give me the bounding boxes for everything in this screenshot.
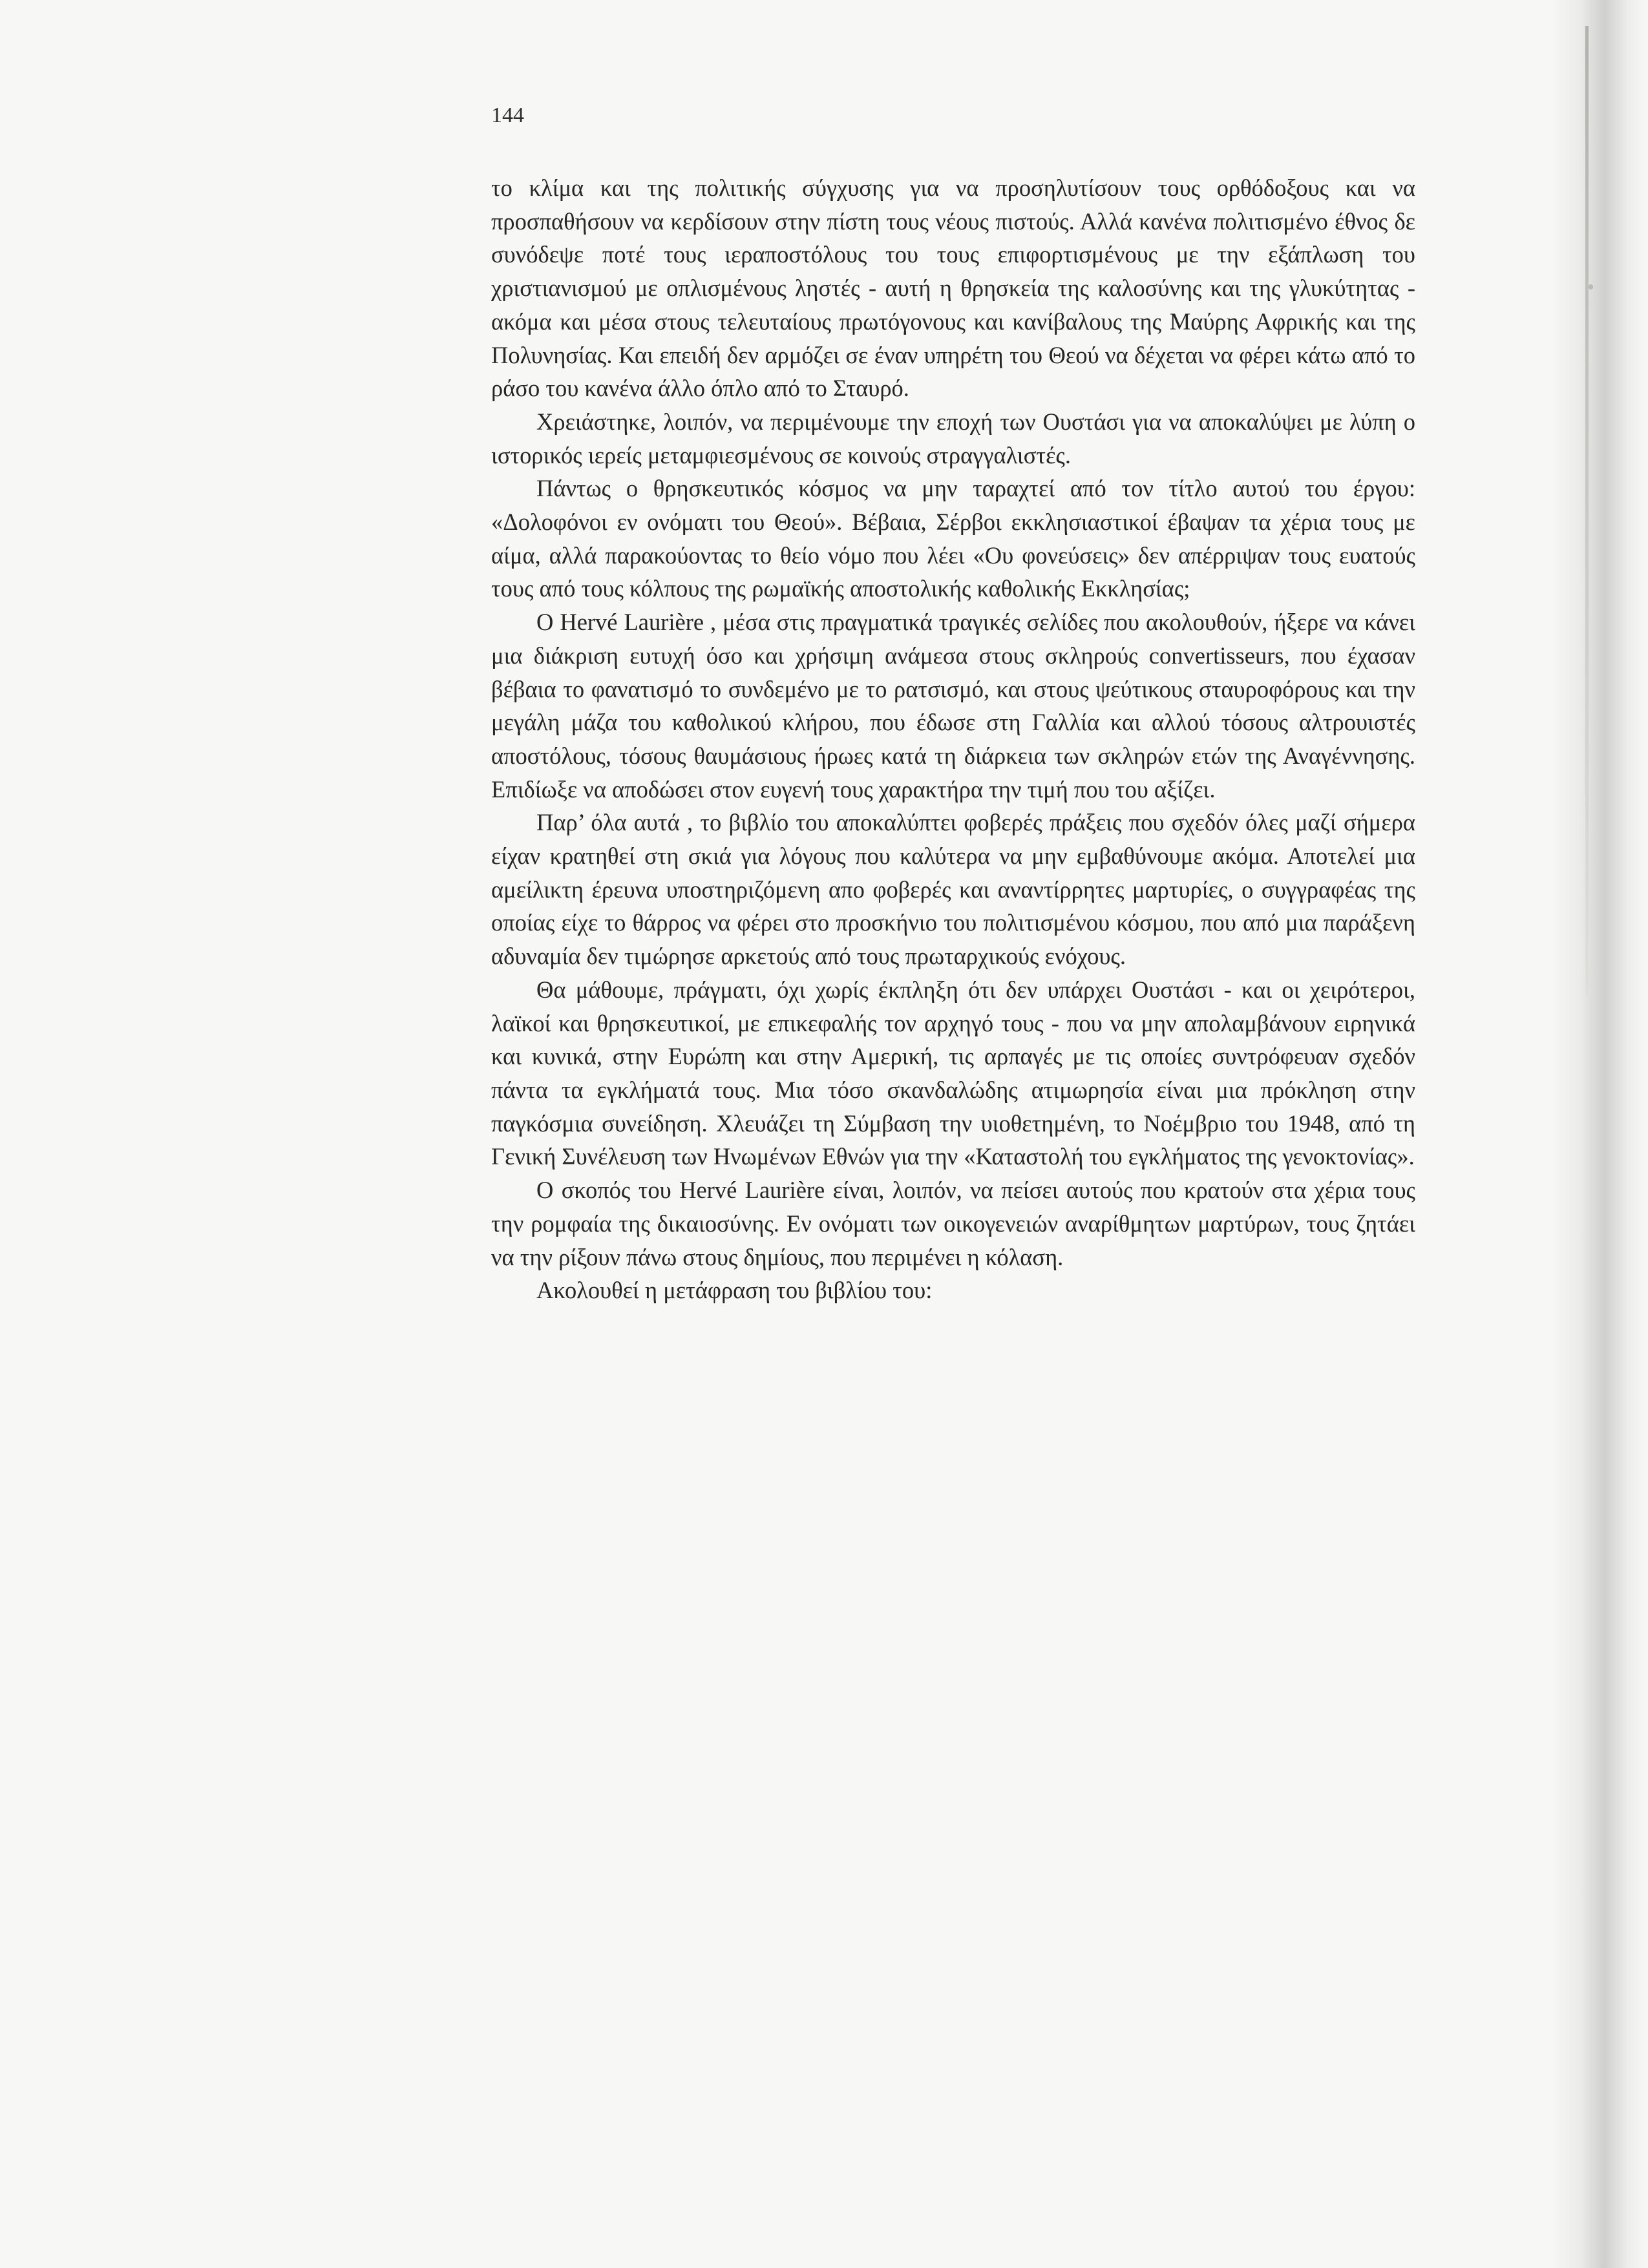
- page-number: 144: [491, 103, 524, 127]
- paragraph-5: Παρ’ όλα αυτά , το βιβλίο του αποκαλύπτει φοβερές πράξεις που σχεδόν όλες μαζί σήμερα είχαν κρατηθεί στη σκιά για λόγους που καλύτερα να μην εμβαθύνουμε ακόμα. Αποτελεί μια αμείλικτη έρευνα υποστηριζόμενη απο φοβερές και αναντίρρητες μαρτυρίες, ο συγγραφέας της οποίας είχε το θάρρος να φέρει στο προσκήνιο του πολιτισμένου κόσμου, που από μια παράξενη αδυναμία δεν τιμώρησε αρκετούς από τους πρωταρχικούς ενόχους.: [491, 809, 1415, 970]
- scan-edge-line: [1585, 26, 1589, 995]
- body-text: [491, 171, 1415, 1307]
- paragraph-4: Ο Hervé Laurière , μέσα στις πραγματικά τραγικές σελίδες που ακολουθούν, ήξερε να κάνει μια διάκριση ευτυχή όσο και χρήσιμη ανάμεσα στους σκληρούς convertisseurs, που έχασαν βέβαια το φανατισμό το συνδεμένο με το ρατσισμό, και στους ψεύτικους σταυροφόρους και την μεγάλη μάζα του καθολικού κλήρου, που έδωσε στη Γαλλία και αλλού τόσους αλτρουιστές αποστόλους, τόσους θαυμάσιους ήρωες κατά τη διάρκεια των σκληρών ετών της Αναγέννησης. Επιδίωξε να αποδώσει στον ευγενή τους χαρακτήρα την τιμή που του αξίζει.: [491, 609, 1415, 803]
- paragraph-6: Θα μάθουμε, πράγματι, όχι χωρίς έκπληξη ότι δεν υπάρχει Ουστάσι - και οι χειρότεροι, λαϊκοί και θρησκευτικοί, με επικεφαλής τον αρχηγό τους - που να μην απολαμβάνουν ειρηνικά και κυνικά, στην Ευρώπη και στην Αμερική, τις αρπαγές με τις οποίες συντρόφευαν σχεδόν πάντα τα εγκλήματά τους. Μια τόσο σκανδαλώδης ατιμωρησία είναι μια πρόκληση στην παγκόσμια συνείδηση. Χλευάζει τη Σύμβαση την υιοθετημένη, το Νοέμβριο του 1948, από τη Γενική Συνέλευση των Ηνωμένων Εθνών για την «Καταστολή του εγκλήματος της γενοκτονίας».: [491, 976, 1415, 1170]
- paragraph-7: Ο σκοπός του Hervé Laurière είναι, λοιπόν, να πείσει αυτούς που κρατούν στα χέρια τους την ρομφαία της δικαιοσύνης. Εν ονόματι των οικογενειών αναρίθμητων μαρτύρων, τους ζητάει να την ρίξουν πάνω στους δημίους, που περιμένει η κόλαση.: [491, 1177, 1415, 1270]
- paragraph-8: Ακολουθεί η μετάφραση του βιβλίου του:: [536, 1277, 933, 1304]
- scan-edge-shadow: [1551, 0, 1648, 2268]
- scan-speck: [1589, 284, 1593, 289]
- paragraph-2: Χρειάστηκε, λοιπόν, να περιμένουμε την εποχή των Ουστάσι για να αποκαλύψει με λύπη ο ιστορικός ιερείς μεταμφιεσμένους σε κοινούς στραγγαλιστές.: [491, 408, 1415, 468]
- paragraph-1: το κλίμα και της πολιτικής σύγχυσης για να προσηλυτίσουν τους ορθόδοξους και να προσπαθήσουν να κερδίσουν στην πίστη τους νέους πιστούς. Αλλά κανένα πολιτισμένο έθνος δε συνόδεψε ποτέ τους ιεραποστόλους του τους επιφορτισμένους με την εξάπλωση του χριστιανισμού με οπλισμένους ληστές - αυτή η θρησκεία της καλοσύνης και της γλυκύτητας - ακόμα και μέσα στους τελευταίους πρωτόγονους και κανίβαλους της Μαύρης Αφρικής και της Πολυνησίας. Και επειδή δεν αρμόζει σε έναν υπηρέτη του Θεού να δέχεται να φέρει κάτω από το ράσο του κανένα άλλο όπλο από το Σταυρό.: [491, 174, 1415, 402]
- paragraph-3: Πάντως ο θρησκευτικός κόσμος να μην ταραχτεί από τον τίτλο αυτού του έργου: «Δολοφόνοι εν ονόματι του Θεού». Βέβαια, Σέρβοι εκκλησιαστικοί έβαψαν τα χέρια τους με αίμα, αλλά παρακούοντας το θείο νόμο που λέει «Ου φονεύσεις» δεν απέρριψαν τους ευατούς τους από τους κόλπους της ρωμαϊκής αποστολικής καθολικής Εκκλησίας;: [491, 475, 1415, 602]
